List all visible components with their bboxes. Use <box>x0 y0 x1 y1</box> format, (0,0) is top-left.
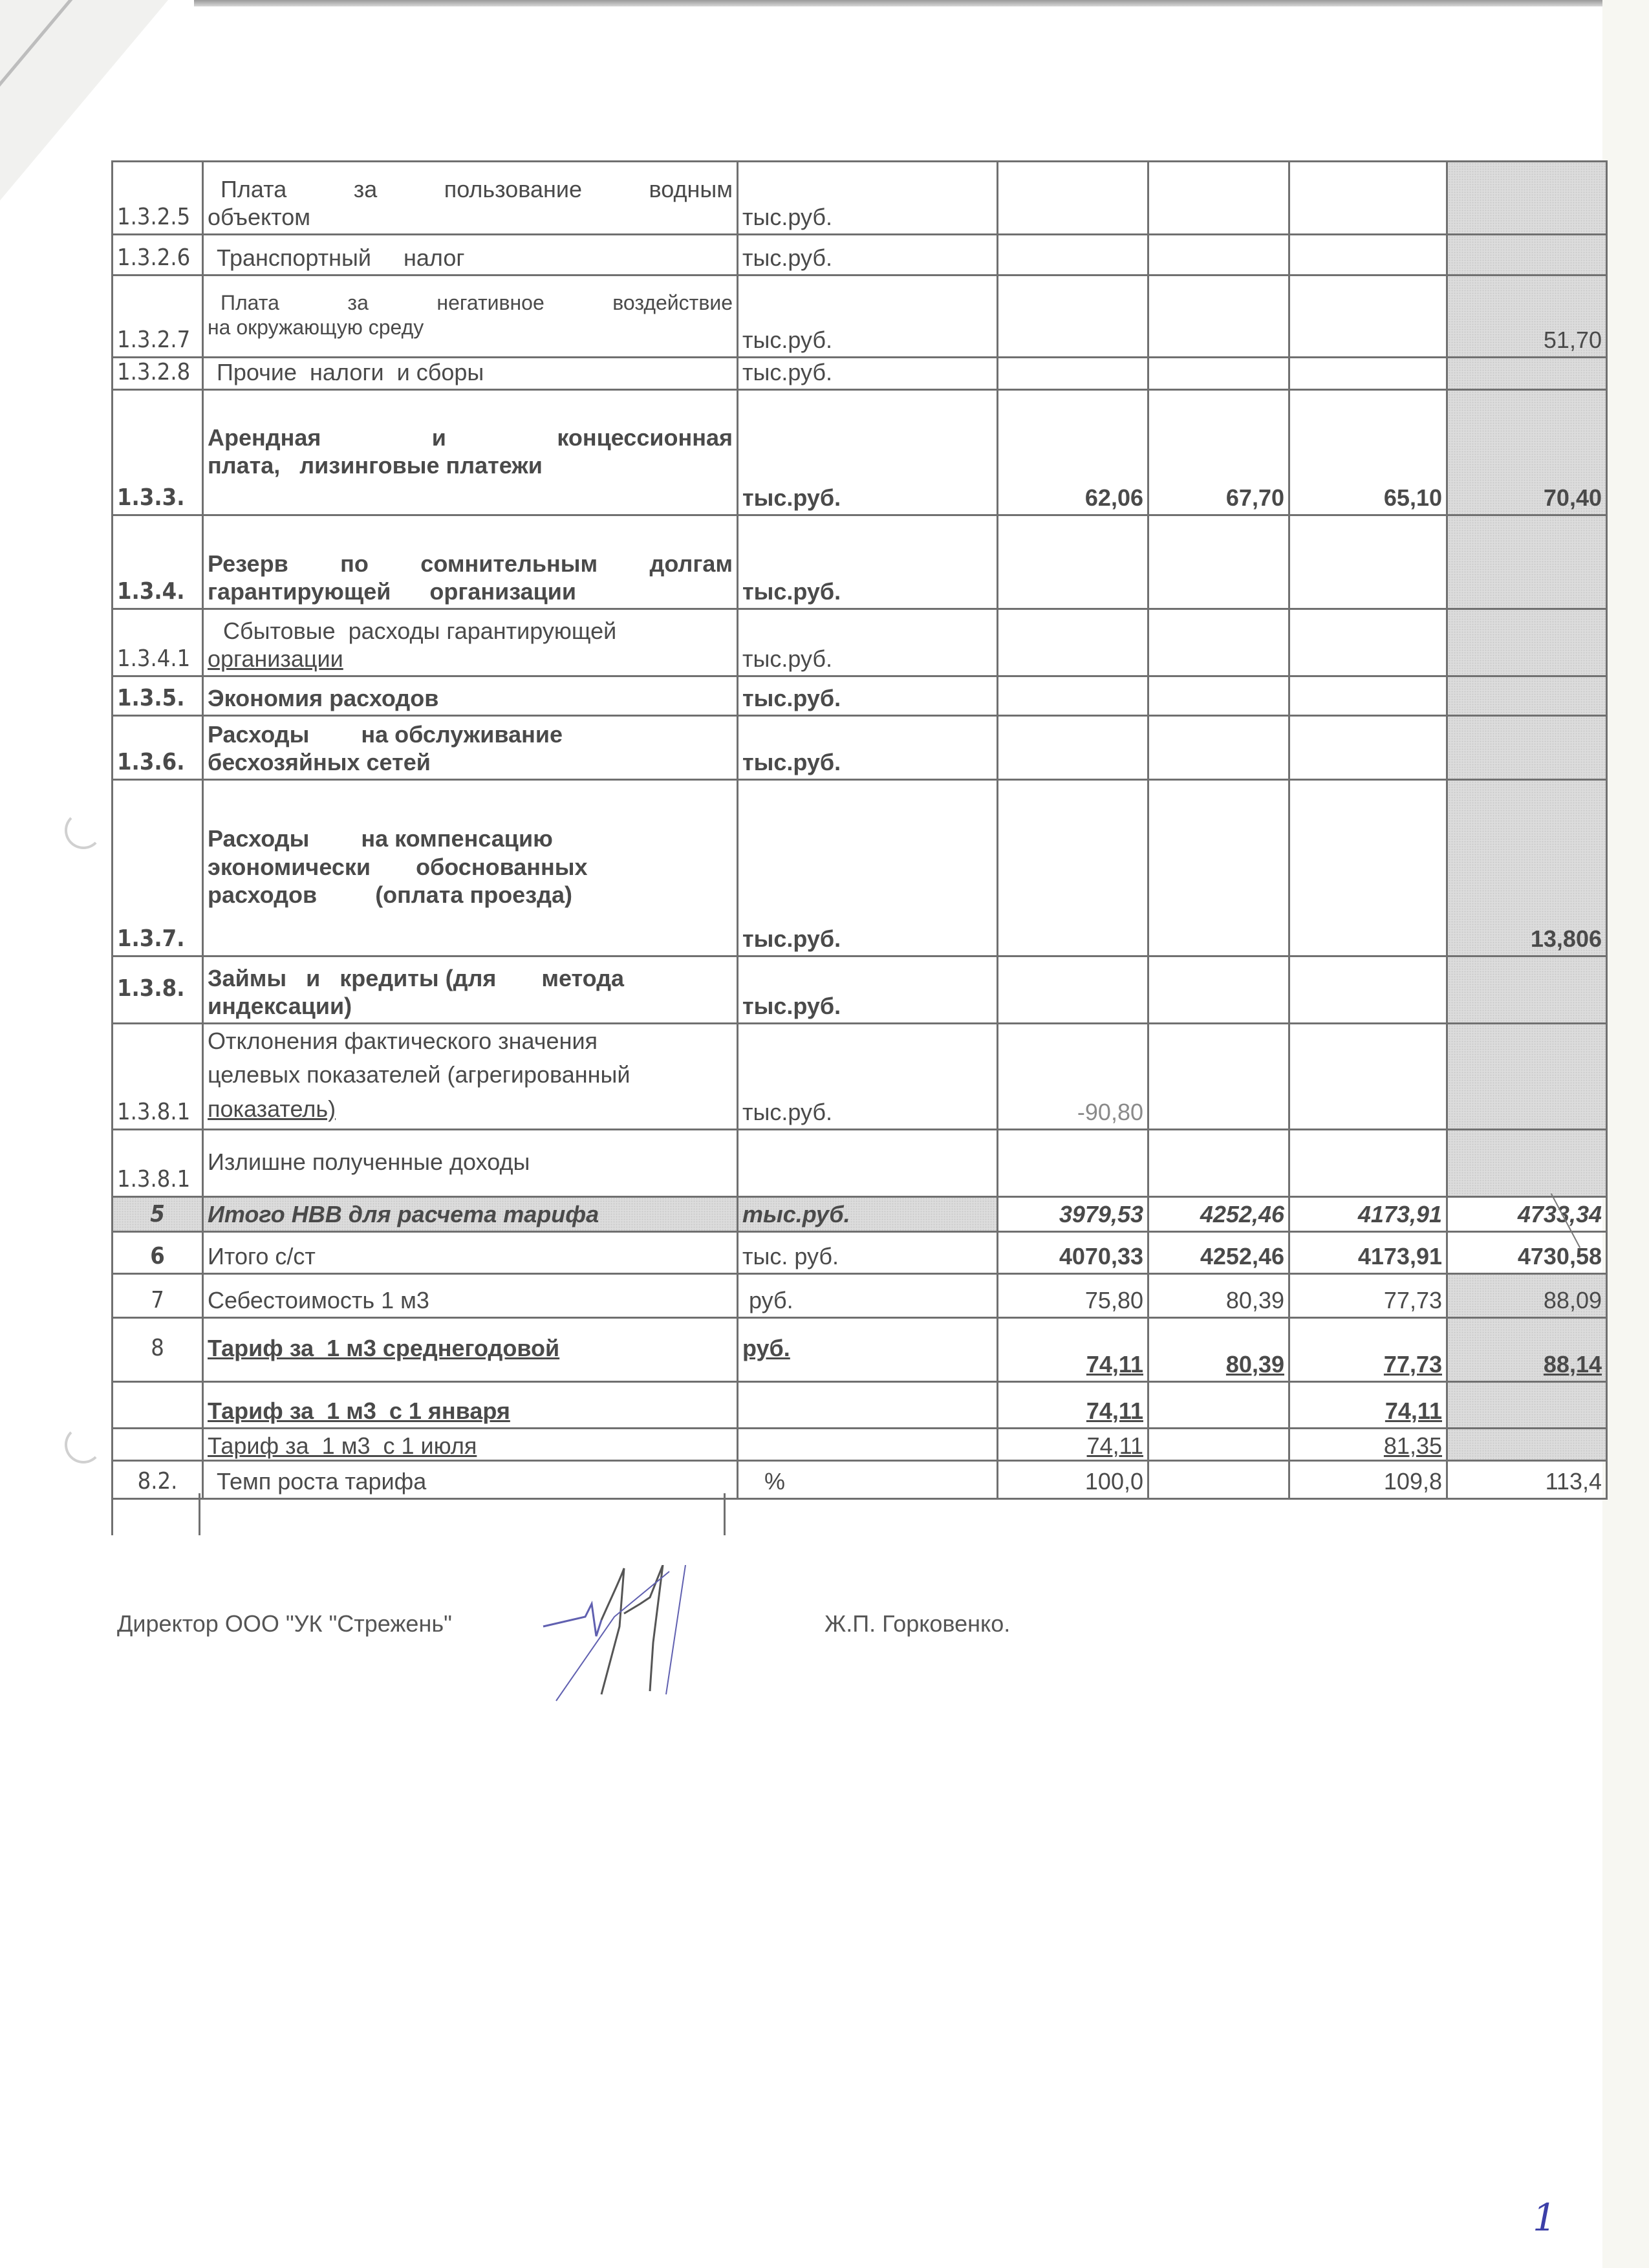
value-cell: 109,8 <box>1289 1460 1447 1498</box>
punch-hole-mark <box>65 812 102 849</box>
value-cell <box>1289 1129 1447 1196</box>
row-name: Тариф за 1 м3 среднегодовой <box>203 1317 738 1381</box>
value-cell <box>998 716 1148 780</box>
value-cell: 51,70 <box>1447 275 1607 358</box>
row-unit: тыс.руб. <box>738 162 998 235</box>
row-unit: тыс.руб. <box>738 515 998 609</box>
table-row <box>113 1231 1607 1273</box>
table-row <box>113 1024 1607 1130</box>
value-cell <box>1148 716 1289 780</box>
value-cell <box>1447 716 1607 780</box>
value-cell <box>1447 358 1607 390</box>
value-cell <box>1148 956 1289 1024</box>
table-row <box>113 162 1607 235</box>
value-cell <box>1289 676 1447 716</box>
value-cell <box>1148 1024 1289 1130</box>
row-name: Излишне полученные доходы <box>203 1129 738 1196</box>
row-name-line: целевых показателей (агрегированный <box>208 1061 630 1088</box>
row-name <box>203 1024 738 1130</box>
row-name: Себестоимость 1 м3 <box>203 1273 738 1317</box>
table-row <box>113 1428 1607 1460</box>
row-name: Тариф за 1 м3 с 1 июля <box>203 1428 738 1460</box>
value-cell <box>1447 162 1607 235</box>
signatory-name: Ж.П. Горковенко. <box>824 1610 1011 1637</box>
row-number: 8.2. <box>113 1460 203 1498</box>
row-name-line: бесхозяйных сетей <box>208 749 431 775</box>
value-cell <box>1148 1129 1289 1196</box>
row-unit: тыс.руб. <box>738 609 998 676</box>
row-unit: руб. <box>738 1273 998 1317</box>
table-row <box>113 780 1607 956</box>
row-name-line: Расходы на компенсацию <box>208 825 553 852</box>
row-name-line: организации <box>208 645 343 672</box>
value-cell <box>1289 609 1447 676</box>
row-name: Итого с/ст <box>203 1231 738 1273</box>
row-name: Транспортный налог <box>203 235 738 275</box>
row-name-line: Расходы на обслуживание <box>208 720 563 748</box>
value-cell <box>1289 162 1447 235</box>
value-cell <box>1148 1460 1289 1498</box>
row-number: 8 <box>113 1317 203 1381</box>
row-name-line: расходов (оплата проезда) <box>208 881 572 908</box>
value-cell <box>1289 1024 1447 1130</box>
value-cell <box>998 235 1148 275</box>
value-cell <box>1148 676 1289 716</box>
table-row <box>113 1317 1607 1381</box>
value-cell <box>1148 1428 1289 1460</box>
row-name-line: показатель) <box>208 1095 336 1122</box>
value-cell <box>1289 956 1447 1024</box>
row-unit: тыс.руб. <box>738 780 998 956</box>
row-unit: тыс.руб. <box>738 676 998 716</box>
value-cell <box>1447 1428 1607 1460</box>
row-number: 1.3.2.5 <box>113 162 203 235</box>
row-name-line: на окружающую среду <box>208 316 424 339</box>
value-cell <box>1447 956 1607 1024</box>
value-cell: 4733,34 <box>1447 1196 1607 1231</box>
table-row <box>113 1381 1607 1428</box>
value-cell: 13,806 <box>1447 780 1607 956</box>
value-cell <box>1148 235 1289 275</box>
row-name <box>203 390 738 515</box>
row-name <box>203 515 738 609</box>
row-name-line: экономически обоснованных <box>208 853 588 880</box>
value-cell: 3979,53 <box>998 1196 1148 1231</box>
value-cell <box>998 676 1148 716</box>
value-cell: 88,14 <box>1447 1317 1607 1381</box>
row-number: 1.3.4. <box>113 515 203 609</box>
row-name: Итого НВВ для расчета тарифа <box>203 1196 738 1231</box>
table-row <box>113 956 1607 1024</box>
table-row <box>113 515 1607 609</box>
table-row <box>113 716 1607 780</box>
row-unit: руб. <box>738 1317 998 1381</box>
row-number <box>113 1428 203 1460</box>
row-number <box>113 1381 203 1428</box>
value-cell: 62,06 <box>998 390 1148 515</box>
row-name-line: индексации) <box>208 993 352 1019</box>
table-row <box>113 1129 1607 1196</box>
value-cell <box>1447 1129 1607 1196</box>
value-cell: 4730,58 <box>1447 1231 1607 1273</box>
value-cell: 74,11 <box>998 1317 1148 1381</box>
value-cell <box>998 609 1148 676</box>
row-unit: тыс.руб. <box>738 275 998 358</box>
signatory-position: Директор ООО "УК "Стрежень" <box>117 1610 452 1637</box>
table-trailing-line <box>724 1493 726 1535</box>
row-name: Прочие налоги и сборы <box>203 358 738 390</box>
row-number: 1.3.8.1 <box>113 1129 203 1196</box>
value-cell <box>1148 1381 1289 1428</box>
row-name <box>203 162 738 235</box>
table-row <box>113 235 1607 275</box>
row-number: 1.3.2.8 <box>113 358 203 390</box>
row-name: Экономия расходов <box>203 676 738 716</box>
value-cell: 67,70 <box>1148 390 1289 515</box>
table-row <box>113 275 1607 358</box>
row-name-line: гарантирующей организации <box>208 578 577 605</box>
row-unit: тыс.руб. <box>738 1196 998 1231</box>
punch-hole-mark <box>65 1426 102 1463</box>
value-cell: 65,10 <box>1289 390 1447 515</box>
row-number: 1.3.2.7 <box>113 275 203 358</box>
row-unit: тыс.руб. <box>738 390 998 515</box>
row-name <box>203 716 738 780</box>
handwritten-signature <box>537 1565 808 1707</box>
value-cell: 4252,46 <box>1148 1231 1289 1273</box>
value-cell: 100,0 <box>998 1460 1148 1498</box>
row-name <box>203 609 738 676</box>
value-cell <box>1289 275 1447 358</box>
row-name-line: Плата за негативное воздействие <box>221 290 733 314</box>
table-row <box>113 1273 1607 1317</box>
row-unit: % <box>738 1460 998 1498</box>
row-number: 5 <box>113 1196 203 1231</box>
row-unit: тыс.руб. <box>738 716 998 780</box>
value-cell <box>998 780 1148 956</box>
row-name <box>203 275 738 358</box>
row-number: 1.3.6. <box>113 716 203 780</box>
table-row <box>113 358 1607 390</box>
value-cell <box>1148 515 1289 609</box>
value-cell <box>1447 1381 1607 1428</box>
scan-right-edge <box>1602 0 1649 2268</box>
row-unit: тыс.руб. <box>738 235 998 275</box>
value-cell <box>1289 358 1447 390</box>
signature-stroke <box>624 1565 663 1691</box>
row-unit: тыс.руб. <box>738 358 998 390</box>
value-cell: 70,40 <box>1447 390 1607 515</box>
value-cell <box>998 515 1148 609</box>
page-number: 1 <box>1533 2196 1557 2240</box>
table-row <box>113 390 1607 515</box>
row-number: 1.3.4.1 <box>113 609 203 676</box>
row-number: 1.3.8. <box>113 956 203 1024</box>
value-cell <box>1447 515 1607 609</box>
value-cell <box>1289 780 1447 956</box>
row-name-line: Резерв по сомнительным долгам <box>208 550 733 577</box>
value-cell <box>998 956 1148 1024</box>
row-unit: тыс.руб. <box>738 956 998 1024</box>
value-cell: 74,11 <box>998 1381 1148 1428</box>
value-cell: 4070,33 <box>998 1231 1148 1273</box>
row-number: 6 <box>113 1231 203 1273</box>
row-unit <box>738 1129 998 1196</box>
value-cell <box>1447 676 1607 716</box>
value-cell <box>1289 235 1447 275</box>
value-cell: 81,35 <box>1289 1428 1447 1460</box>
table-row-total <box>113 1196 1607 1231</box>
row-name-line: Займы и кредиты (для метода <box>208 964 625 991</box>
value-cell: -90,80 <box>998 1024 1148 1130</box>
value-cell <box>998 358 1148 390</box>
value-cell: 4173,91 <box>1289 1196 1447 1231</box>
row-name-line: Отклонения фактического значения <box>208 1028 598 1055</box>
value-cell: 74,11 <box>998 1428 1148 1460</box>
value-cell <box>1148 609 1289 676</box>
value-cell: 113,4 <box>1447 1460 1607 1498</box>
row-name-line: Арендная и концессионная <box>208 424 733 451</box>
row-name: Темп роста тарифа <box>203 1460 738 1498</box>
row-name-line: Сбытовые расходы гарантирующей <box>223 617 617 644</box>
row-name-line: плата, лизинговые платежи <box>208 451 543 479</box>
value-cell <box>1148 780 1289 956</box>
value-cell <box>1148 162 1289 235</box>
value-cell <box>1289 716 1447 780</box>
value-cell: 4173,91 <box>1289 1231 1447 1273</box>
value-cell: 80,39 <box>1148 1273 1289 1317</box>
row-name <box>203 956 738 1024</box>
signature-stroke <box>543 1604 601 1636</box>
row-unit: тыс. руб. <box>738 1231 998 1273</box>
row-name-line: объектом <box>208 203 310 230</box>
row-name <box>203 780 738 956</box>
table-row <box>113 676 1607 716</box>
row-number: 1.3.7. <box>113 780 203 956</box>
row-name: Тариф за 1 м3 с 1 января <box>203 1381 738 1428</box>
value-cell: 75,80 <box>998 1273 1148 1317</box>
row-number: 1.3.8.1 <box>113 1024 203 1130</box>
value-cell: 80,39 <box>1148 1317 1289 1381</box>
row-number: 7 <box>113 1273 203 1317</box>
table-trailing-line <box>199 1493 200 1535</box>
value-cell <box>1289 515 1447 609</box>
value-cell <box>998 162 1148 235</box>
tariff-table <box>111 160 1608 1500</box>
row-number: 1.3.5. <box>113 676 203 716</box>
table-row <box>113 609 1607 676</box>
signature-stroke <box>666 1565 685 1694</box>
value-cell <box>998 275 1148 358</box>
value-cell: 74,11 <box>1289 1381 1447 1428</box>
row-name-line: Плата за пользование водным <box>221 175 733 202</box>
value-cell: 77,73 <box>1289 1273 1447 1317</box>
value-cell <box>1447 609 1607 676</box>
row-unit <box>738 1381 998 1428</box>
row-unit <box>738 1428 998 1460</box>
value-cell <box>1148 358 1289 390</box>
value-cell <box>1447 235 1607 275</box>
row-number: 1.3.3. <box>113 390 203 515</box>
value-cell: 4252,46 <box>1148 1196 1289 1231</box>
value-cell: 88,09 <box>1447 1273 1607 1317</box>
scan-top-edge <box>194 0 1604 6</box>
table-trailing-line <box>111 1493 113 1535</box>
value-cell <box>1447 1024 1607 1130</box>
value-cell: 77,73 <box>1289 1317 1447 1381</box>
value-cell <box>1148 275 1289 358</box>
table-row <box>113 1460 1607 1498</box>
row-number: 1.3.2.6 <box>113 235 203 275</box>
value-cell <box>998 1129 1148 1196</box>
row-unit: тыс.руб. <box>738 1024 998 1130</box>
